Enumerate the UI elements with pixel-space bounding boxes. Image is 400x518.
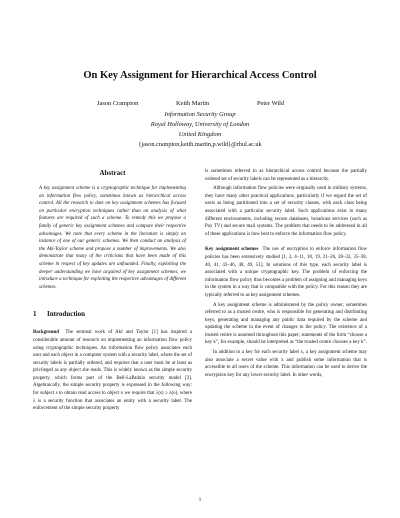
affiliation-group: Information Security Group (164, 111, 236, 118)
abstract-text: A key assignment scheme is a cryptographic technique for implementing an information flow policy, sometimes known as hierarchical access control. All the research to date on key assignment schemes has focused on particular encryption techniques rather than an analysis of what features are required of such a scheme. To remedy this we propose a family of generic key assignment schemes and compare their respective advantages. We note that every scheme in the literature is simply an instance of one of our generic schemes. We then conduct an analysis of the Akl-Taylor scheme and propose a number of improvements. We also demonstrate that many of the criticisms that have been made of this scheme in respect of key updates are unfounded. Finally, exploiting the deeper understanding we have acquired of key assignment schemes, we introduce a technique for exploiting the respective advantages of different schemes. (39, 186, 186, 290)
paragraph: is sometimes referred to as hierarchical access control because the partially ordered set of security labels can be represented as a hierarchy. (205, 169, 367, 182)
author-name: Peter Wild (257, 100, 285, 107)
paragraph-lead: Key assignment schemes (205, 247, 259, 253)
abstract-heading: Abstract (99, 169, 126, 177)
affiliation-country: United Kingdom (178, 131, 222, 138)
paragraph (205, 246, 367, 299)
author-name: Jason Crampton (97, 100, 139, 107)
author-list (0, 100, 400, 110)
paragraph: In addition to a key for each security label x, a key assignment scheme may also associate a secret value with x and publish some information that is accessible to all users of the scheme. This information can be used to derive the encryption key for any lower security label. In other words, (205, 350, 367, 378)
page-number: 1 (198, 497, 202, 503)
right-column (205, 168, 367, 379)
paragraph: A key assignment scheme is administered by the policy owner, sometimes referred to as a trusted centre, who is responsible for generating and distributing keys, generating and managing any public data required by the scheme and updating the scheme in the event of changes to the policy. The existence of a trusted centre is assumed throughout this paper; statements of the form “choose a key k”, for example, should be interpreted as “the trusted centre chooses a key k”. (205, 302, 367, 346)
section-number: 1 (33, 310, 37, 319)
section-title: Introduction (47, 310, 85, 319)
paragraph-text: The seminal work of Akl and Taylor [1] has inspired a considerable amount of research on implementing an information flow policy using cryptographic techniques. An information flow policy associates each user and each object in a computer system with a security label, where the set of security labels is partially ordered, and requires that a user must be at least as privileged as any object she reads. This is widely known as the simple security property, which forms part of the Bell-LaPadula security model [3]. Algebraically, the simple security property is expressed in the following way: for subject s to obtain read access to object o we require that λ(s) ≥ λ(o), where λ is a security function that associates an entity with a security label. The enforcement of the simple security property (33, 330, 192, 412)
section-heading (33, 310, 192, 318)
paper-title: On Key Assignment for Hierarchical Access Control (83, 70, 317, 81)
affiliation-institution: Royal Holloway, University of London (150, 121, 250, 128)
paragraph-lead: Background (33, 330, 59, 336)
author-name: Keith Martin (176, 100, 210, 107)
left-column (33, 169, 192, 413)
paragraph (33, 329, 192, 413)
paragraph: Although information flow policies were originally used in military systems, they have many other practical applications, particularly if we regard the set of users as being partitioned into a set of security classes, with each class being associated with a particular security label. Such applications exist in many different environments, including secure databases, broadcast services (such as Pay TV) and secure mail systems. The problem that needs to be addressed in all of these applications is how best to enforce the information flow policy. (205, 186, 367, 237)
author-email: {jason.crampton,keith.martin,p.wild}@rhul.ac.uk (138, 141, 262, 148)
paragraph-text: The use of encryption to enforce information flow policies has been extensively studied [1, 2, 4–11, 18, 19, 21–26, 28–32, 35–38, 40, 41, 43–46, 48, 49, 51]. In solutions of this type, each security label is associated with a unique cryptographic key. The problem of enforcing the information flow policy thus becomes a problem of assigning and managing keys in the system in a way that is compatible with the policy. For this reason they are typically referred to as key assignment schemes. (205, 247, 368, 298)
